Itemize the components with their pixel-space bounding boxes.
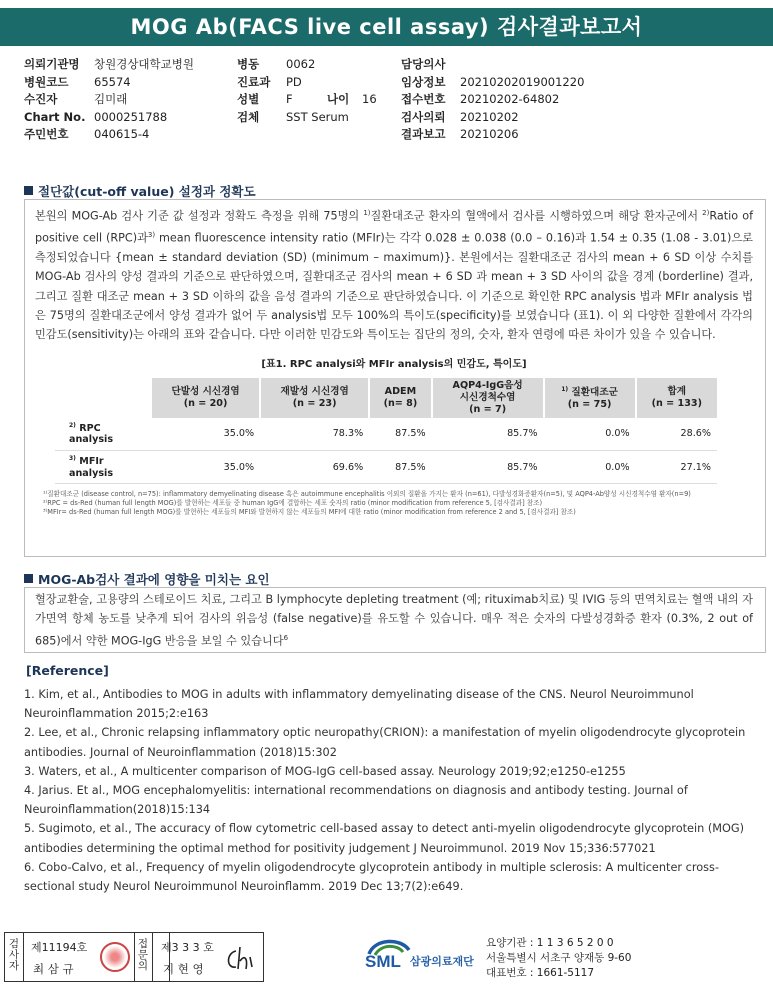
clinical-label: 임상정보 bbox=[401, 74, 446, 89]
report-title: MOG Ab(FACS live cell assay) 검사결과보고서 bbox=[0, 8, 773, 46]
examiner-name: 최 삼 규 bbox=[33, 962, 74, 976]
age-label: 나이 bbox=[327, 92, 350, 106]
table-cell: 0.0% bbox=[544, 418, 636, 451]
approver-box bbox=[134, 932, 264, 982]
specimen-label: 검체 bbox=[237, 109, 260, 124]
table-cell: 69.6% bbox=[260, 451, 369, 484]
factors-section bbox=[24, 587, 766, 653]
patient-info bbox=[24, 56, 764, 144]
receipt-label: 접수번호 bbox=[401, 92, 446, 106]
org-code: 요양기관 : 1 1 3 6 5 2 0 0 bbox=[486, 937, 614, 949]
table-note: ²⁾RPC = ds-Red (human full length MOG)를 발현하는 세포들 중 human IgG에 결합하는 세포 숫자의 ratio (minor modification from reference 5, [검사결과] 참조) bbox=[43, 499, 543, 508]
sex-label: 성별 bbox=[237, 92, 260, 106]
sensitivity-table bbox=[55, 378, 717, 485]
reference-item: 4. Jarius. Et al., MOG encephalomyelitis: international recommendations on diagnosis and antibody testing. Journal of Neuroinflammation(2018)15:134 bbox=[24, 784, 688, 817]
col-header: 단발성 시신경염 (n = 20) bbox=[151, 378, 260, 418]
table-cell: 0.0% bbox=[544, 451, 636, 484]
approver-vertical-label: 접 문 의 bbox=[137, 938, 149, 972]
approver-signature bbox=[222, 943, 258, 973]
institution-label: 의뢰기관명 bbox=[24, 57, 80, 71]
approver-name: 지 현 영 bbox=[163, 962, 204, 976]
col-header: 재발성 시신경염 (n = 23) bbox=[260, 378, 369, 418]
col-header: AQP4-IgG음성 시신경척수염 (n = 7) bbox=[432, 378, 544, 418]
company-info bbox=[486, 936, 631, 981]
examiner-vertical-label: 검 사 자 bbox=[8, 938, 20, 972]
ward-label: 병동 bbox=[237, 57, 260, 71]
request-value: 20210202 bbox=[460, 109, 519, 124]
age-value: 16 bbox=[362, 92, 377, 106]
table-row bbox=[55, 418, 717, 451]
id-label: 주민번호 bbox=[24, 127, 69, 141]
reference-item: 2. Lee, et al., Chronic relapsing inflammatory optic neuropathy(CRION): a manifestation of myelin oligodendrocyte glycoprotein antibodies. Journal of Neuroinflammation (2018)15:302 bbox=[24, 726, 746, 759]
table-note: ³⁾MFIr= ds-Red (human full length MOG)를 발현하는 세포들의 MFI와 발현하지 않는 세포들의 MFI에 대한 ratio (minor modification from reference 2 and 5, [검사결과] 참조) bbox=[43, 508, 576, 517]
reference-item: 1. Kim, et al., Antibodies to MOG in adults with inflammatory demyelinating disease of the CNS. Neurol Neuroimmunol Neuroinflammation 2015;2:e163 bbox=[24, 688, 694, 721]
institution-value: 창원경상대학교병원 bbox=[94, 57, 194, 71]
chart-label: Chart No. bbox=[24, 109, 86, 124]
company-name: 삼광의료재단 bbox=[410, 955, 474, 968]
table-cell: 85.7% bbox=[432, 451, 544, 484]
table-notes bbox=[43, 490, 753, 517]
approver-number: 제3 3 3 호 bbox=[161, 941, 214, 954]
col-header: 합계 (n = 133) bbox=[636, 378, 717, 418]
reference-heading: [Reference] bbox=[26, 663, 109, 678]
reference-item: 3. Waters, et al., A multicenter comparison of MOG-IgG cell-based assay. Neurology 2019;92;e1250-e1255 bbox=[24, 764, 626, 778]
examiner-seal bbox=[100, 942, 130, 972]
id-value: 040615-4 bbox=[94, 127, 150, 141]
table-title: [표1. RPC analysi와 MFIr analysis의 민감도, 특이도] bbox=[261, 358, 527, 370]
hospital-code-value: 65574 bbox=[94, 74, 131, 89]
reference-item: 6. Cobo-Calvo, et al., Frequency of myelin oligodendrocyte glycoprotein antibody in multiple sclerosis: A multicenter cross-sectional study Neurol Neuroimmunol Neuroinflamm. 2019 Dec 13;7(2):e649. bbox=[24, 860, 720, 894]
dept-value: PD bbox=[286, 74, 302, 89]
clinical-value: 20210202019001220 bbox=[460, 74, 585, 89]
section1-heading: 절단값(cut-off value) 설정과 정확도 bbox=[24, 182, 256, 200]
cutoff-section bbox=[24, 199, 766, 557]
row-label: $^{2)}$ RPC analysis bbox=[55, 418, 151, 451]
table-cell: 27.1% bbox=[636, 451, 717, 484]
factors-paragraph: 혈장교환술, 고용량의 스테로이드 치료, 그리고 B lymphocyte depleting treatment (예; rituximab치료) 및 IVIG 등의 면역치료는 혈액 내의 자가면역 항체 농도를 낮추게 되어 검사의 위음성 (false negative)를 유도할 수 있습니다. 매우 적은 숫자의 다발성경화증 환자 (0.3%, 2 out of 685)에서 약한 MOG-IgG 반응을 보일 수 있습니다$^6$ bbox=[35, 593, 753, 648]
examinee-label: 수진자 bbox=[24, 92, 58, 106]
table-cell: 28.6% bbox=[636, 418, 717, 451]
examiner-number: 제11194호 bbox=[31, 941, 88, 954]
table-row bbox=[55, 451, 717, 484]
logo-text: SML bbox=[365, 952, 401, 971]
table-note: ¹⁾질환대조군 (disease control, n=75): inflammatory demyelinating disease 혹은 autoimmune encephalitis 이외의 질환을 가지는 환자 (n=61), 다발성경화증환자(n=5), 및 AQP4-Ab양성 시신경척수염 환자(n=9) bbox=[43, 490, 691, 499]
sml-logo-icon bbox=[363, 936, 413, 978]
table-corner bbox=[55, 378, 151, 418]
company-phone: 대표번호 : 1661-5117 bbox=[486, 967, 595, 979]
hospital-code-label: 병원코드 bbox=[24, 74, 69, 89]
reference-list bbox=[24, 685, 764, 896]
col-header: ADEM (n= 8) bbox=[369, 378, 431, 418]
chart-value: 0000251788 bbox=[94, 109, 168, 124]
company-address: 서울특별시 서초구 양재동 9-60 bbox=[486, 952, 632, 964]
report-value: 20210206 bbox=[460, 127, 519, 141]
specimen-value: SST Serum bbox=[286, 109, 349, 124]
cutoff-paragraph: 본원의 MOG-Ab 검사 기준 값 설정과 정확도 측정을 위해 75명의 $^{1)}$질환대조군 환자의 혈액에서 검사를 시행하였으며 해당 환자군에서 $^{2)}$Ratio of positive cell (RPC)과$^{3)}$ mean fluorescence intensity ratio (MFIr)는 각각 0.028 ± 0.038 (0.0 – 0.16)과 1.54 ± 0.35 (1.08 - 3.01)으로 측정되었습니다 {mean ± standard deviation (SD) (minimum – maximum)}. 본원에서는 질환대조군 검사의 mean + 6 SD 이상 수치를 MOG-Ab 검사의 양성 결과의 기준으로 판단하였으며, 질환대조군 검사의 mean + 6 SD 과 mean + 3 SD 사이의 값을 경계 (borderline) 결과, 그리고 질환 대조군 mean + 3 SD 이하의 값을 음성 결과의 기준으로 판단하였습니다. 이 기준으로 확인한 RPC analysis 법과 MFIr analysis 법은 75명의 질환대조군에서 양성 결과가 없어 두 analysis법 모두 100%의 특이도(specificity)를 보였습니다 (표1). 이 외 다양한 질환에서 각각의 민감도(sensitivity)는 아래의 표와 같습니다. 다만 이러한 민감도와 특이도는 집단의 정의, 숫자, 환자 연령에 따른 차이가 있을 수 있습니다. bbox=[35, 209, 754, 342]
report-label: 결과보고 bbox=[401, 127, 446, 141]
table-cell: 35.0% bbox=[151, 418, 260, 451]
section-bullet bbox=[24, 186, 33, 195]
section2-heading: MOG-Ab검사 결과에 영향을 미치는 요인 bbox=[24, 570, 270, 588]
table-cell: 35.0% bbox=[151, 451, 260, 484]
row-label: $^{3)}$ MFIr analysis bbox=[55, 451, 151, 484]
table-cell: 87.5% bbox=[369, 451, 431, 484]
footer bbox=[0, 930, 773, 986]
ward-value: 0062 bbox=[286, 57, 316, 71]
table-cell: 78.3% bbox=[260, 418, 369, 451]
sex-value: F bbox=[286, 92, 293, 106]
examinee-value: 김미래 bbox=[94, 92, 128, 106]
dept-label: 진료과 bbox=[237, 74, 271, 89]
reference-item: 5. Sugimoto, et al., The accuracy of flow cytometric cell-based assay to detect anti-myelin oligodendrocyte glycoprotein (MOG) antibodies determining the optimal method for positivity judgement J Neuroimmunol. 2019 Nov 15;336:577021 bbox=[24, 822, 745, 855]
col-header: $^{1)}$ 질환대조군 (n = 75) bbox=[544, 378, 636, 418]
table-cell: 85.7% bbox=[432, 418, 544, 451]
section-bullet bbox=[24, 574, 33, 583]
doctor-label: 담당의사 bbox=[401, 57, 446, 71]
table-cell: 87.5% bbox=[369, 418, 431, 451]
request-label: 검사의뢰 bbox=[401, 109, 446, 124]
receipt-value: 20210202-64802 bbox=[460, 92, 560, 106]
